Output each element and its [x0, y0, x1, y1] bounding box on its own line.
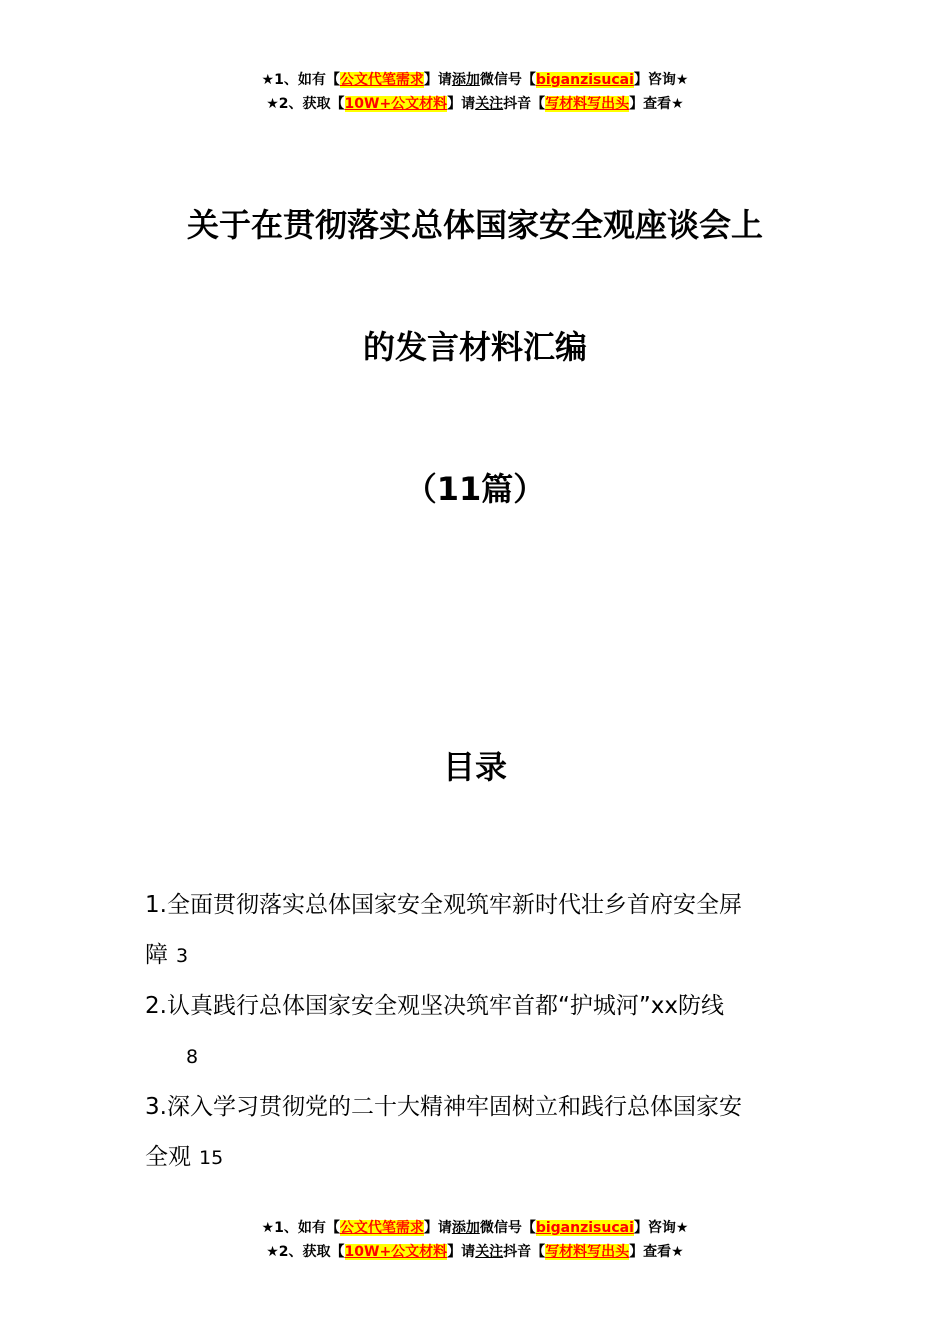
promo-line-2: ★2、获取【10W+公文材料】请关注抖音【写材料写出头】查看★ [266, 96, 684, 112]
highlight-service: 公文代笔需求 [339, 1220, 424, 1236]
toc-heading: 目录 [442, 748, 507, 786]
toc-page-number: 8 [186, 1046, 199, 1068]
document-title-line-2: 的发言材料汇编 [362, 328, 587, 366]
promo-line-1: ★1、如有【公文代笔需求】请添加微信号【biganzisucai】咨询★ [261, 1220, 689, 1236]
highlight-materials: 10W+公文材料 [344, 1244, 448, 1260]
promo-banner-bottom [0, 1216, 950, 1264]
promo-line-2: ★2、获取【10W+公文材料】请关注抖音【写材料写出头】查看★ [266, 1244, 684, 1260]
toc-entry-1[interactable]: 1.全面贯彻落实总体国家安全观筑牢新时代壮乡首府安全屏 障 3 [145, 892, 742, 968]
article-count: （11篇） [404, 470, 546, 508]
highlight-wechat-id: biganzisucai [535, 72, 634, 88]
document-title-line-1: 关于在贯彻落实总体国家安全观座谈会上 [186, 206, 763, 244]
highlight-wechat-id: biganzisucai [535, 1220, 634, 1236]
highlight-douyin: 写材料写出头 [545, 96, 630, 112]
highlight-materials: 10W+公文材料 [344, 96, 448, 112]
table-of-contents [145, 880, 815, 1183]
highlight-douyin: 写材料写出头 [545, 1244, 630, 1260]
toc-entry-3[interactable]: 3.深入学习贯彻党的二十大精神牢固树立和践行总体国家安 全观 15 [145, 1094, 742, 1170]
toc-page-number: 3 [176, 945, 189, 967]
promo-line-1: ★1、如有【公文代笔需求】请添加微信号【biganzisucai】咨询★ [261, 72, 689, 88]
promo-banner-top [0, 68, 950, 116]
toc-entry-2[interactable]: 2.认真践行总体国家安全观坚决筑牢首都“护城河”xx防线 8 [145, 993, 724, 1068]
highlight-service: 公文代笔需求 [339, 72, 424, 88]
toc-page-number: 15 [199, 1147, 224, 1169]
